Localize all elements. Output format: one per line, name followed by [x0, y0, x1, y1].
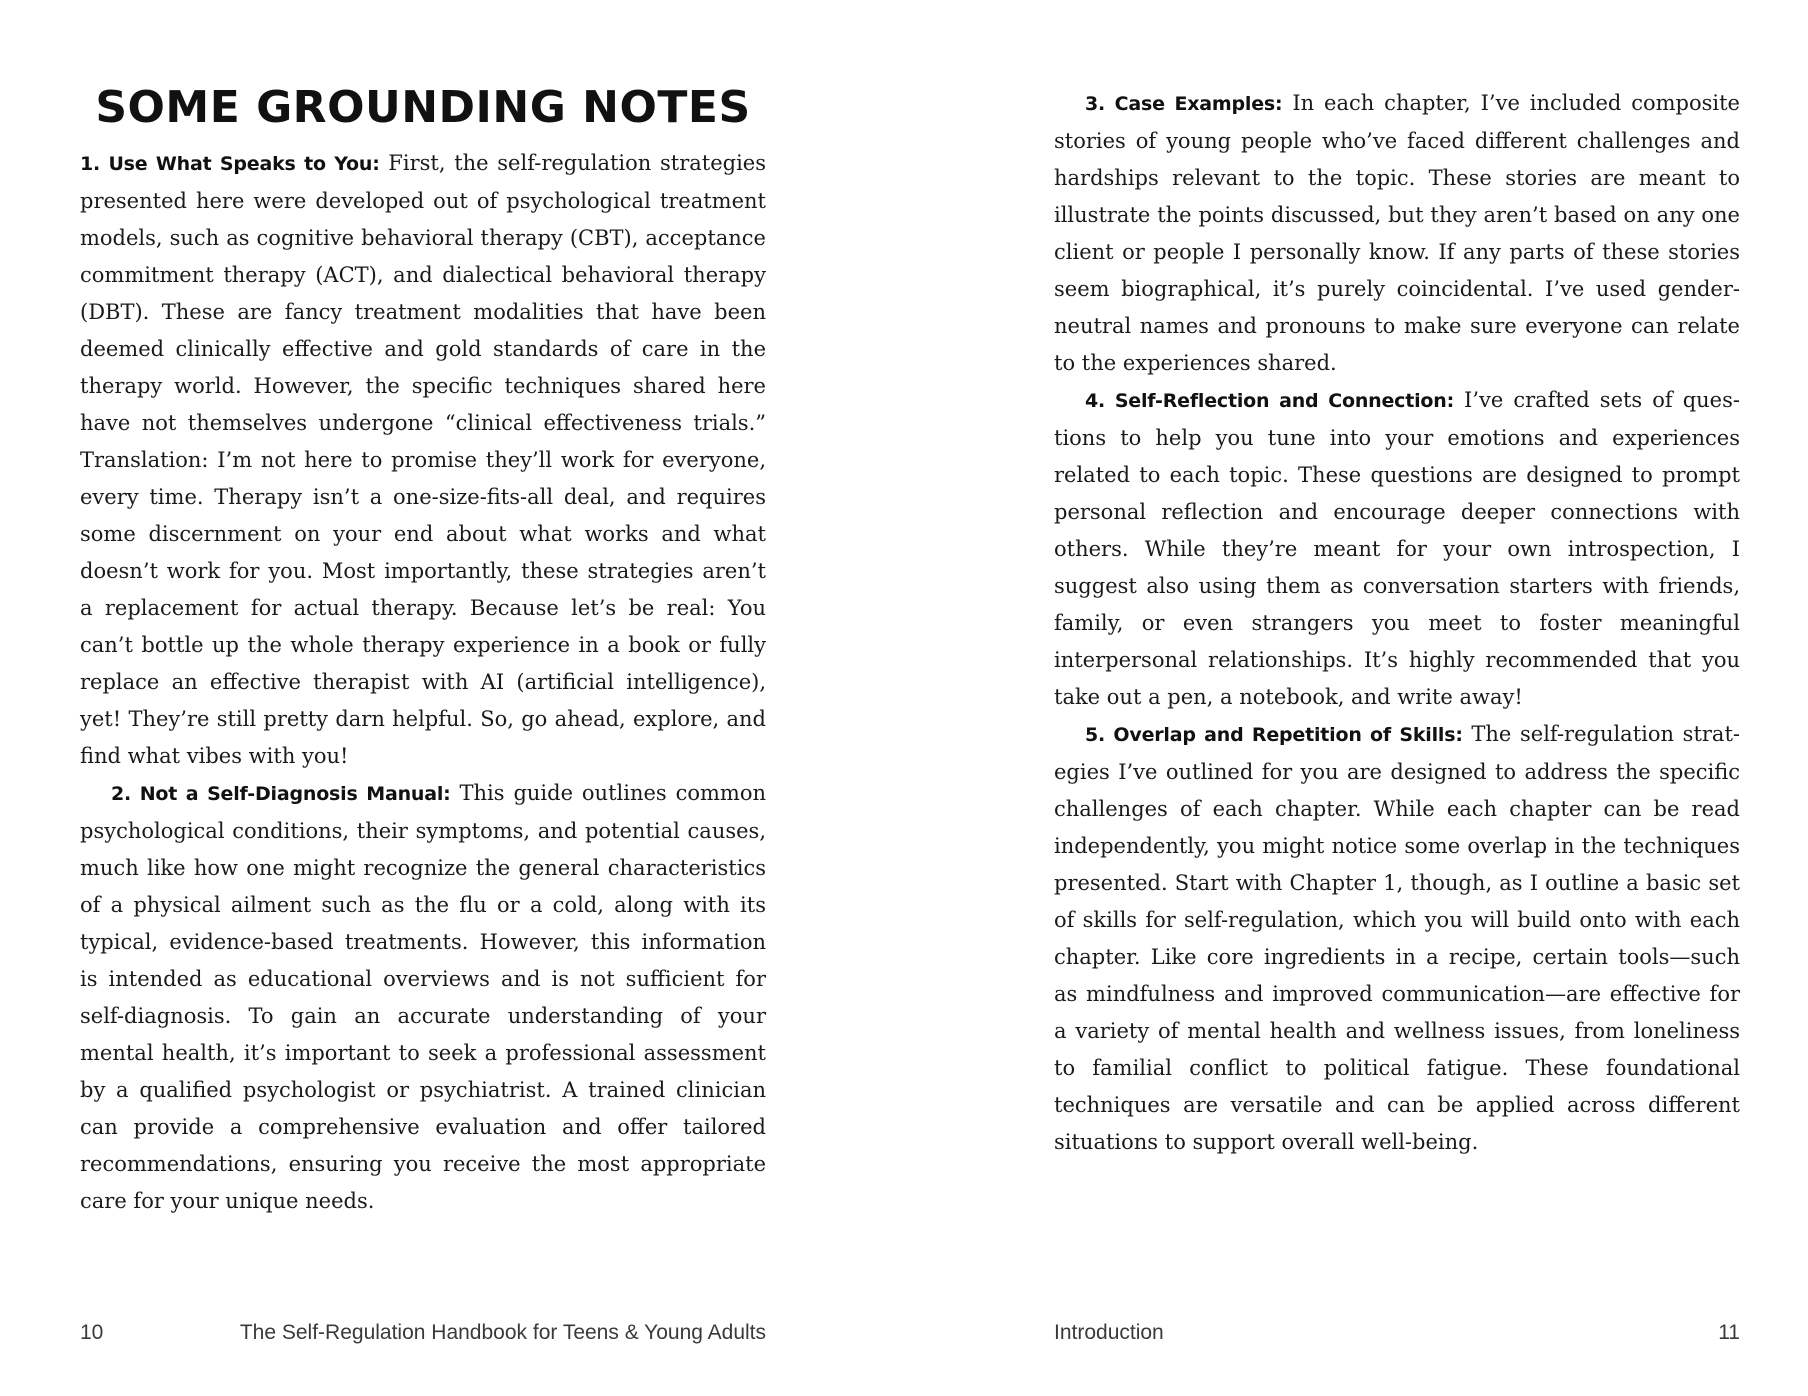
- note-title: 4. Self-Reflection and Connection:: [1085, 390, 1455, 412]
- note-use-what-speaks: [80, 145, 766, 775]
- running-title: Introduction: [1054, 1321, 1164, 1344]
- note-not-self-diagnosis: [80, 775, 766, 1220]
- note-title: 1. Use What Speaks to You:: [80, 153, 380, 175]
- note-text: This guide outlines common psychological conditions, their symptoms, and potential causes, much like how one might recognize the general characteristics of a physical ailment such as the flu or a cold, along with its typical, evidence-based treatments. However, this information is intended as educational overviews and is not sufficient for self-diagnosis. To gain an accurate understanding of your mental health, it’s important to seek a professional assessment by a qualified psychologist or psychiatrist. A trained clinician can provide a comprehensive evaluation and offer tailored recommendations, ensuring you receive the most appropriate care for your unique needs.: [80, 781, 767, 1213]
- note-text: I’ve crafted sets of questions to help you tune into your emotions and experiences related to each topic. These questions are designed to prompt personal reflection and encourage deeper connections with others. While they’re meant for your own introspection, I suggest also using them as conversation starters with friends, family, or even strangers you meet to foster meaningful interpersonal relationships. It’s highly recommended that you take out a pen, a notebook, and write away!: [1054, 388, 1740, 709]
- note-title: 3. Case Examples:: [1085, 93, 1283, 115]
- right-page-body: [1054, 85, 1740, 1161]
- note-text: The self-regulation strategies I’ve outlined for you are designed to address the specific challenges of each chapter. While each chapter can be read independently, you might notice some overlap in the techniques presented. Start with Chapter 1, though, as I outline a basic set of skills for self-regulation, which you will build onto with each chapter. Like core ingredients in a recipe, certain tools—such as mindfulness and improved communication—are effective for a variety of mental health and wellness issues, from loneliness to familial conflict to political fatigue. These foundational techniques are versatile and can be applied across different situations to support overall well-being.: [1054, 722, 1741, 1154]
- page-number: 11: [1718, 1321, 1740, 1344]
- page-number: 10: [80, 1321, 104, 1344]
- note-overlap-repetition: [1054, 716, 1740, 1161]
- note-case-examples: [1054, 85, 1740, 382]
- note-title: 2. Not a Self-Diagnosis Manual:: [111, 783, 451, 805]
- left-page-body: [80, 145, 766, 1220]
- note-title: 5. Overlap and Repetition of Skills:: [1085, 724, 1463, 746]
- page-heading: SOME GROUNDING NOTES: [95, 82, 751, 133]
- note-text: In each chapter, I’ve included composite stories of young people who’ve faced different challenges and hardships relevant to the topic. These stories are meant to illustrate the points discussed, but they aren’t based on any one client or people I personally know. If any parts of these stories seem biographical, it’s purely coincidental. I’ve used gender-neutral names and pronouns to make sure everyone can relate to the experiences shared.: [1054, 91, 1740, 375]
- right-page: [1054, 0, 1740, 1396]
- note-self-reflection: [1054, 382, 1740, 716]
- running-title: The Self-Regulation Handbook for Teens & Young Adults: [239, 1321, 766, 1344]
- note-text: First, the self-regulation strategies presented here were developed out of psychological treatment models, such as cognitive behavioral therapy (CBT), acceptance commitment therapy (ACT), and dialectical behavioral therapy (DBT). These are fancy treatment modalities that have been deemed clinically effective and gold standards of care in the therapy world. However, the specific techniques shared here have not themselves undergone “clinical effectiveness trials.” Translation: I’m not here to promise they’ll work for everyone, every time. Therapy isn’t a one-size-fits-all deal, and requires some discernment on your end about what works and what doesn’t work for you. Most importantly, these strategies aren’t a replacement for actual therapy. Because let’s be real: You can’t bottle up the whole therapy experience in a book or fully replace an effective therapist with AI (artificial intelligence), yet! They’re still pretty darn helpful. So, go ahead, explore, and find what vibes with you!: [80, 151, 766, 768]
- left-page: [80, 0, 766, 1396]
